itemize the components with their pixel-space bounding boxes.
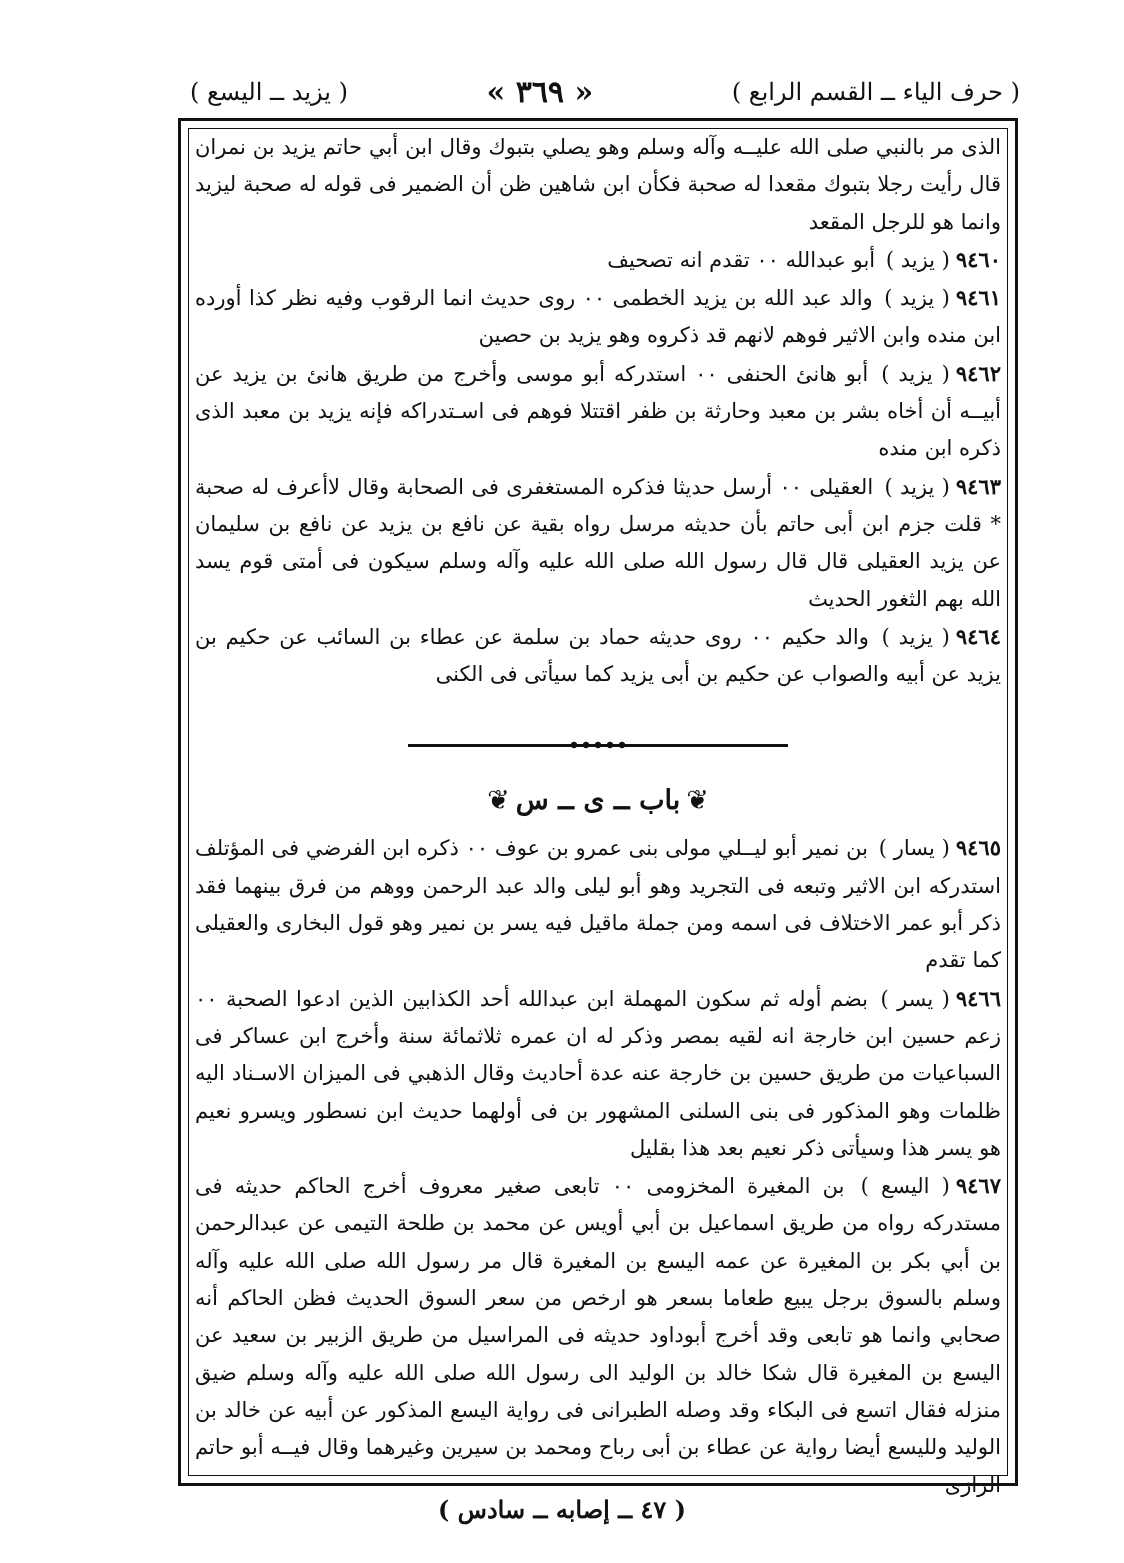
entry-name: ( يزيد ) bbox=[881, 624, 950, 649]
entry-continuation bbox=[195, 129, 1001, 241]
header-section-title: ( حرف الياء ــ القسم الرابع ) bbox=[731, 78, 1020, 106]
entry-9460 bbox=[195, 241, 1001, 279]
header-entry-range: ( يزيد ــ اليسع ) bbox=[190, 78, 348, 106]
entry-text: والد حكيم ٠٠ روى حديثه حماد بن سلمة عن عطاء بن السائب عن حكيم بن يزيد عن أبيه والصواب عن حكيم بن أبى يزيد كما سيأتى فى الكنى bbox=[195, 624, 1001, 687]
entry-name: ( يزيد ) bbox=[884, 474, 950, 499]
page-body bbox=[195, 129, 1001, 1504]
entry-9463 bbox=[195, 468, 1001, 618]
entry-name: ( يسر ) bbox=[880, 986, 950, 1011]
entry-name: ( يزيد ) bbox=[881, 361, 950, 386]
entry-name: ( يزيد ) bbox=[884, 286, 950, 311]
ornament-icon: ❦ bbox=[686, 785, 709, 817]
entry-number: ٩٤٦١ bbox=[955, 285, 1001, 311]
entry-name: ( يزيد ) bbox=[885, 247, 950, 272]
entry-9465 bbox=[195, 829, 1001, 979]
entry-number: ٩٤٦٠ bbox=[955, 246, 1001, 272]
entry-text: بن المغيرة المخزومى ٠٠ تابعى صغير معروف أخرج الحاكم حديثه فى مستدركه رواه من طريق اسماعيل بن أبي أويس عن محمد بن طلحة التيمى عن عبدالرحمن بن أبي بكر بن المغيرة عن عمه اليسع بن المغيرة قال مر رسول الله صلى الله عليه وآله وسلم بالسوق برجل يبيع طعاما بسعر هو ارخص من سعر السوق الحديث فظن الحاكم أنه صحابي وانما هو تابعى وقد أخرج أبوداود حديثه فى المراسيل من طريق الزبير بن سعيد عن اليسع بن المغيرة قال شكا خالد بن الوليد الى رسول الله صلى الله عليه وآله وسلم ضيق منزله فقال اتسع فى البكاء وقد وصله الطبرانى فى رواية اليسع المذكور عن أبيه عن خالد بن الوليد ولليسع أيضا رواية عن عطاء بن أبى رباح ومحمد بن سيرين وغيرهما وقال فيــه أبو حاتم الرازى bbox=[195, 1174, 1001, 1497]
entry-text: العقيلى ٠٠ أرسل حديثا فذكره المستغفرى فى الصحابة وقال لاأعرف له صحبة * قلت جزم ابن أبى حاتم بأن حديثه مرسل رواه بقية عن نافع بن يزيد عن نافع بن سليمان عن يزيد العقيلى قال قال رسول الله صلى الله عليه وآله وسلم سيكون فى أمتى قوم يسد الله بهم الثغور الحديث bbox=[195, 474, 1001, 611]
entry-text: أبو عبدالله ٠٠ تقدم انه تصحيف bbox=[607, 247, 876, 272]
page-frame bbox=[178, 118, 1018, 1497]
entry-name: ( اليسع ) bbox=[860, 1174, 950, 1199]
entry-9464 bbox=[195, 618, 1001, 694]
entry-9461 bbox=[195, 279, 1001, 355]
entry-text: بن نمير أبو ليــلي مولى بنى عمرو بن عوف ٠٠ ذكره ابن الفرضي فى المؤتلف استدركه ابن الاثير وتبعه فى التجريد وهو أبو ليلى والد عبد الرحمن ووهم من فرق بينهما فقد ذكر أبو عمر الاختلاف فى اسمه ومن جملة ماقيل فيه يسر بن نمير وهو قول البخارى والعقيلى كما تقدم bbox=[195, 836, 1001, 973]
entry-9466 bbox=[195, 980, 1001, 1167]
chapter-heading bbox=[195, 781, 1001, 821]
signature-footer bbox=[0, 1495, 1124, 1524]
section-divider bbox=[408, 737, 788, 753]
divider-dots bbox=[568, 740, 628, 750]
entry-9462 bbox=[195, 355, 1001, 468]
entry-text: بضم أوله ثم سكون المهملة ابن عبدالله أحد الكذابين الذين ادعوا الصحبة ٠٠ زعم حسين ابن خارجة انه لقيه بمصر وذكر له ان عمره ثلاثمائة سنة وأخرج ابن عساكر فى السباعيات من طريق حسين بن خارجة عنه عدة أحاديث وقال الذهبي فى الميزان الاسـناد اليه ظلمات وهو المذكور فى بنى السلنى المشهور بن فى أولهما حديث ابن نسطور ويسرو نعيم هو يسر هذا وسيأتى ذكر نعيم بعد هذا بقليل bbox=[195, 986, 1001, 1160]
entry-name: ( يسار ) bbox=[878, 836, 950, 861]
footer-signature: ( ٤٧ ــ إصابه ــ سادس ) bbox=[437, 1495, 687, 1524]
entry-text: أبو هانئ الحنفى ٠٠ استدركه أبو موسى وأخرج من طريق هانئ بن يزيد عن أبيــه أن أخاه بشر بن معبد وحارثة بن ظفر اقتتلا فوهم فى اسـتدراكه فإنه يزيد بن معبد الذى ذكره ابن منده bbox=[195, 361, 1001, 461]
entry-number: ٩٤٦٧ bbox=[955, 1173, 1001, 1199]
entry-number: ٩٤٦٥ bbox=[955, 835, 1001, 861]
entry-number: ٩٤٦٣ bbox=[955, 473, 1001, 499]
entry-number: ٩٤٦٦ bbox=[955, 985, 1001, 1011]
ornament-icon: ❦ bbox=[487, 785, 510, 817]
entry-number: ٩٤٦٤ bbox=[955, 623, 1001, 649]
entry-text: والد عبد الله بن يزيد الخطمى ٠٠ روى حديث انما الرقوب وفيه نظر كذا أورده ابن منده وابن الاثير فوهم لانهم قد ذكروه وهو يزيد بن حصين bbox=[195, 286, 1001, 348]
running-header bbox=[190, 68, 1020, 116]
entry-9467 bbox=[195, 1167, 1001, 1504]
entry-number: ٩٤٦٢ bbox=[955, 360, 1001, 386]
entry-text: الذى مر بالنبي صلى الله عليــه وآله وسلم وهو يصلي بتبوك وقال ابن أبي حاتم يزيد بن نمران قال رأيت رجلا بتبوك مقعدا له صحبة فكأن ابن شاهين ظن أن الضمير فى قوله له صحبة ليزيد وانما هو للرجل المقعد bbox=[195, 135, 1001, 234]
page-number: « ٣٦٩ » bbox=[486, 74, 594, 110]
chapter-title: باب ــ ى ــ س bbox=[515, 785, 681, 817]
